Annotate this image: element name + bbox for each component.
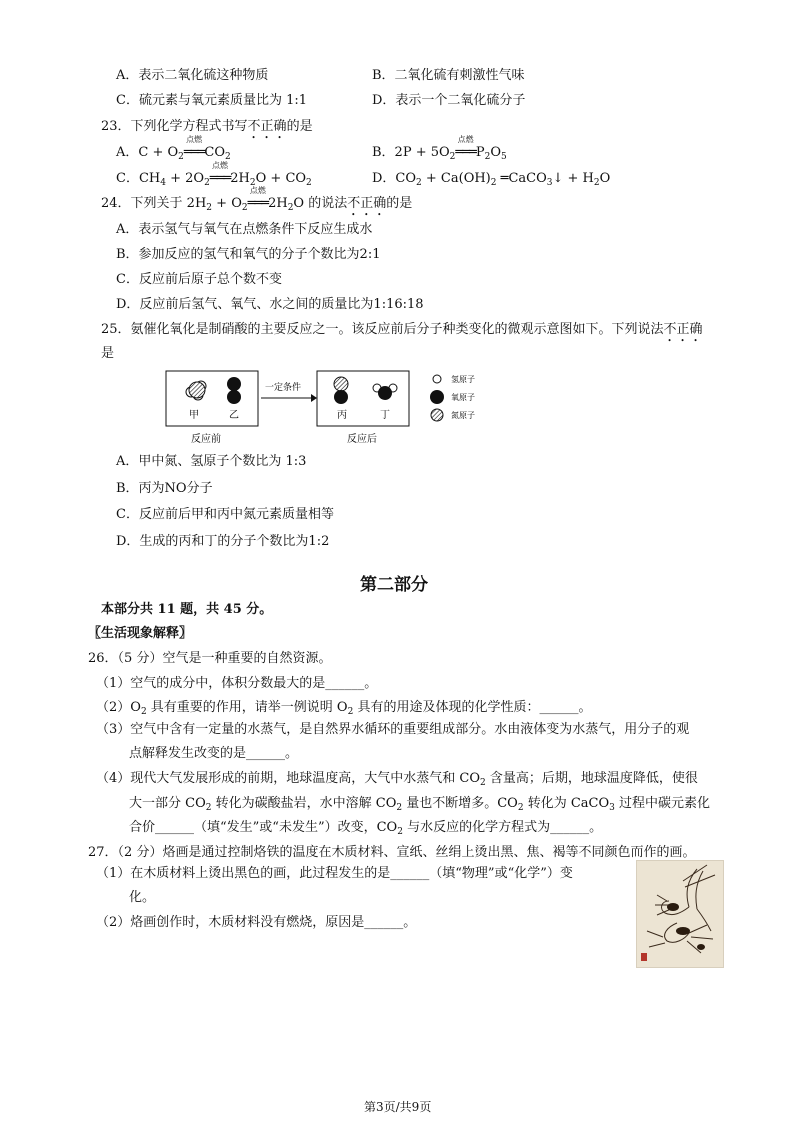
q22-option-b: B．二氧化硫有刺激性气味 (372, 68, 525, 83)
q26-sub1: （1）空气的成分中，体积分数最大的是______。 (96, 676, 378, 691)
q27-sub1-line1: （1）在木质材料上烫出黑色的画，此过程发生的是______（填“物理”或“化学”）变 (96, 866, 573, 881)
q26-sub4-line1: （4）现代大气发展形成的前期，地球温度高，大气中水蒸气和 $CO_2$ 含量高；后期，地球温度降低，使很 (96, 771, 698, 788)
part2-intro: 本部分共 11 题，共 45 分。 (101, 602, 273, 617)
legend-nitrogen: 氮原子 (451, 411, 475, 420)
label-ding: 丁 (380, 410, 390, 421)
label-bing: 丙 (337, 410, 347, 421)
q26-sub2: $(2)O_2$ 具有重要的作用，请举一例说明 $O_2$ 具有的用途及体现的化学性质：______。 (96, 700, 592, 717)
q22-option-d: D．表示一个二氧化硫分子 (372, 93, 526, 108)
q26-sub4-line2: 大一部分 $CO_2$ 转化为碳酸盐岩，水中溶解 $CO_2$ 量也不断增多。$CO_2$ 转化为 CaCO$_3$ 过程中碳元素化 (129, 796, 711, 813)
pyrography-painting-image (636, 860, 724, 968)
q23-option-c: C．$CH_4 + 2O_2$ 点燃 $═══2H_2O + CO_2$ (116, 161, 312, 188)
page-number: 第3页/共9页 (364, 1100, 432, 1114)
before-box (166, 371, 258, 426)
q23-option-a: A．$C + O_2$ 点燃 $═══CO_2$ (116, 135, 231, 162)
q23-stem: 23．下列化学方程式书写不正确的是 (101, 119, 313, 134)
legend-hydrogen: 氢原子 (451, 375, 475, 384)
q24-option-b: B．参加反应的氢气和氧气的分子个数比为2:1 (116, 247, 381, 262)
q26-stem: 26．（5 分）空气是一种重要的自然资源。 (88, 651, 332, 666)
q25-stem-line2: 是 (101, 346, 115, 361)
q26-sub3-line2: 点解释发生改变的是______。 (129, 746, 299, 761)
molecule-jia (186, 381, 206, 400)
q22-option-a: A．表示二氧化硫这种物质 (116, 68, 269, 83)
q25-option-d: D．生成的丙和丁的分子个数比为1:2 (116, 534, 330, 549)
q27-sub2: （2）烙画创作时，木质材料没有燃烧，原因是______。 (96, 915, 417, 930)
label-yi: 乙 (229, 410, 239, 421)
after-label: 反应后 (347, 434, 377, 445)
molecule-ding (373, 384, 397, 400)
q27-sub1-line2: 化。 (129, 890, 156, 905)
reaction-diagram (165, 366, 505, 450)
q24-option-c: C．反应前后原子总个数不变 (116, 272, 282, 287)
q24-stem: 24．下列关于 $2H_2 + O_2$ 点燃 $═══2H_2O$ 的说法不正确的是 (101, 186, 413, 213)
legend-oxygen: 氧原子 (451, 393, 475, 402)
q23-option-b: B．$2P + 5O_2$ 点燃 $═══P_2O_5$ (372, 135, 507, 162)
molecule-yi (227, 377, 241, 404)
q24-option-d: D．反应前后氢气、氧气、水之间的质量比为1:16:18 (116, 297, 424, 312)
molecule-bing (334, 377, 348, 404)
section-heading: 〖生活现象解释〗 (88, 626, 193, 641)
q27-stem: 27．（2 分）烙画是通过控制烙铁的温度在木质材料、宣纸、丝绢上烫出黑、焦、褐等不同颜色而作的画。 (88, 845, 696, 860)
q25-stem: 25．氨催化氧化是制硝酸的主要反应之一。该反应前后分子种类变化的微观示意图如下。下列说法不正确 (101, 322, 703, 337)
arrow-condition: 一定条件 (265, 383, 302, 393)
seal-stamp (641, 953, 647, 961)
label-jia: 甲 (189, 410, 199, 421)
after-box (317, 371, 409, 426)
q25-option-a: A．甲中氮、氢原子个数比为 1:3 (116, 454, 307, 469)
shrimp-painting-icon (637, 861, 723, 967)
q26-sub3-line1: （3）空气中含有一定量的水蒸气，是自然界水循环的重要组成部分。水由液体变为水蒸气，用分子的观 (96, 722, 690, 737)
q26-sub4-line3: 合价______（填“发生”或“未发生”）改变，$CO_2$ 与水反应的化学方程式为______。 (129, 820, 603, 837)
before-label: 反应前 (191, 434, 221, 445)
q22-option-c: C．硫元素与氧元素质量比为 1:1 (116, 93, 308, 108)
part2-title: 第二部分 (360, 575, 428, 595)
q25-option-b: B．丙为NO分子 (116, 481, 213, 496)
q25-option-c: C．反应前后甲和丙中氮元素质量相等 (116, 507, 334, 522)
q23-option-d: D．$CO_2 + Ca(OH)_2$ ═CaCO$_3$↓ + $H_2O$ (372, 171, 611, 188)
q24-option-a: A．表示氢气与氧气在点燃条件下反应生成水 (116, 222, 373, 237)
